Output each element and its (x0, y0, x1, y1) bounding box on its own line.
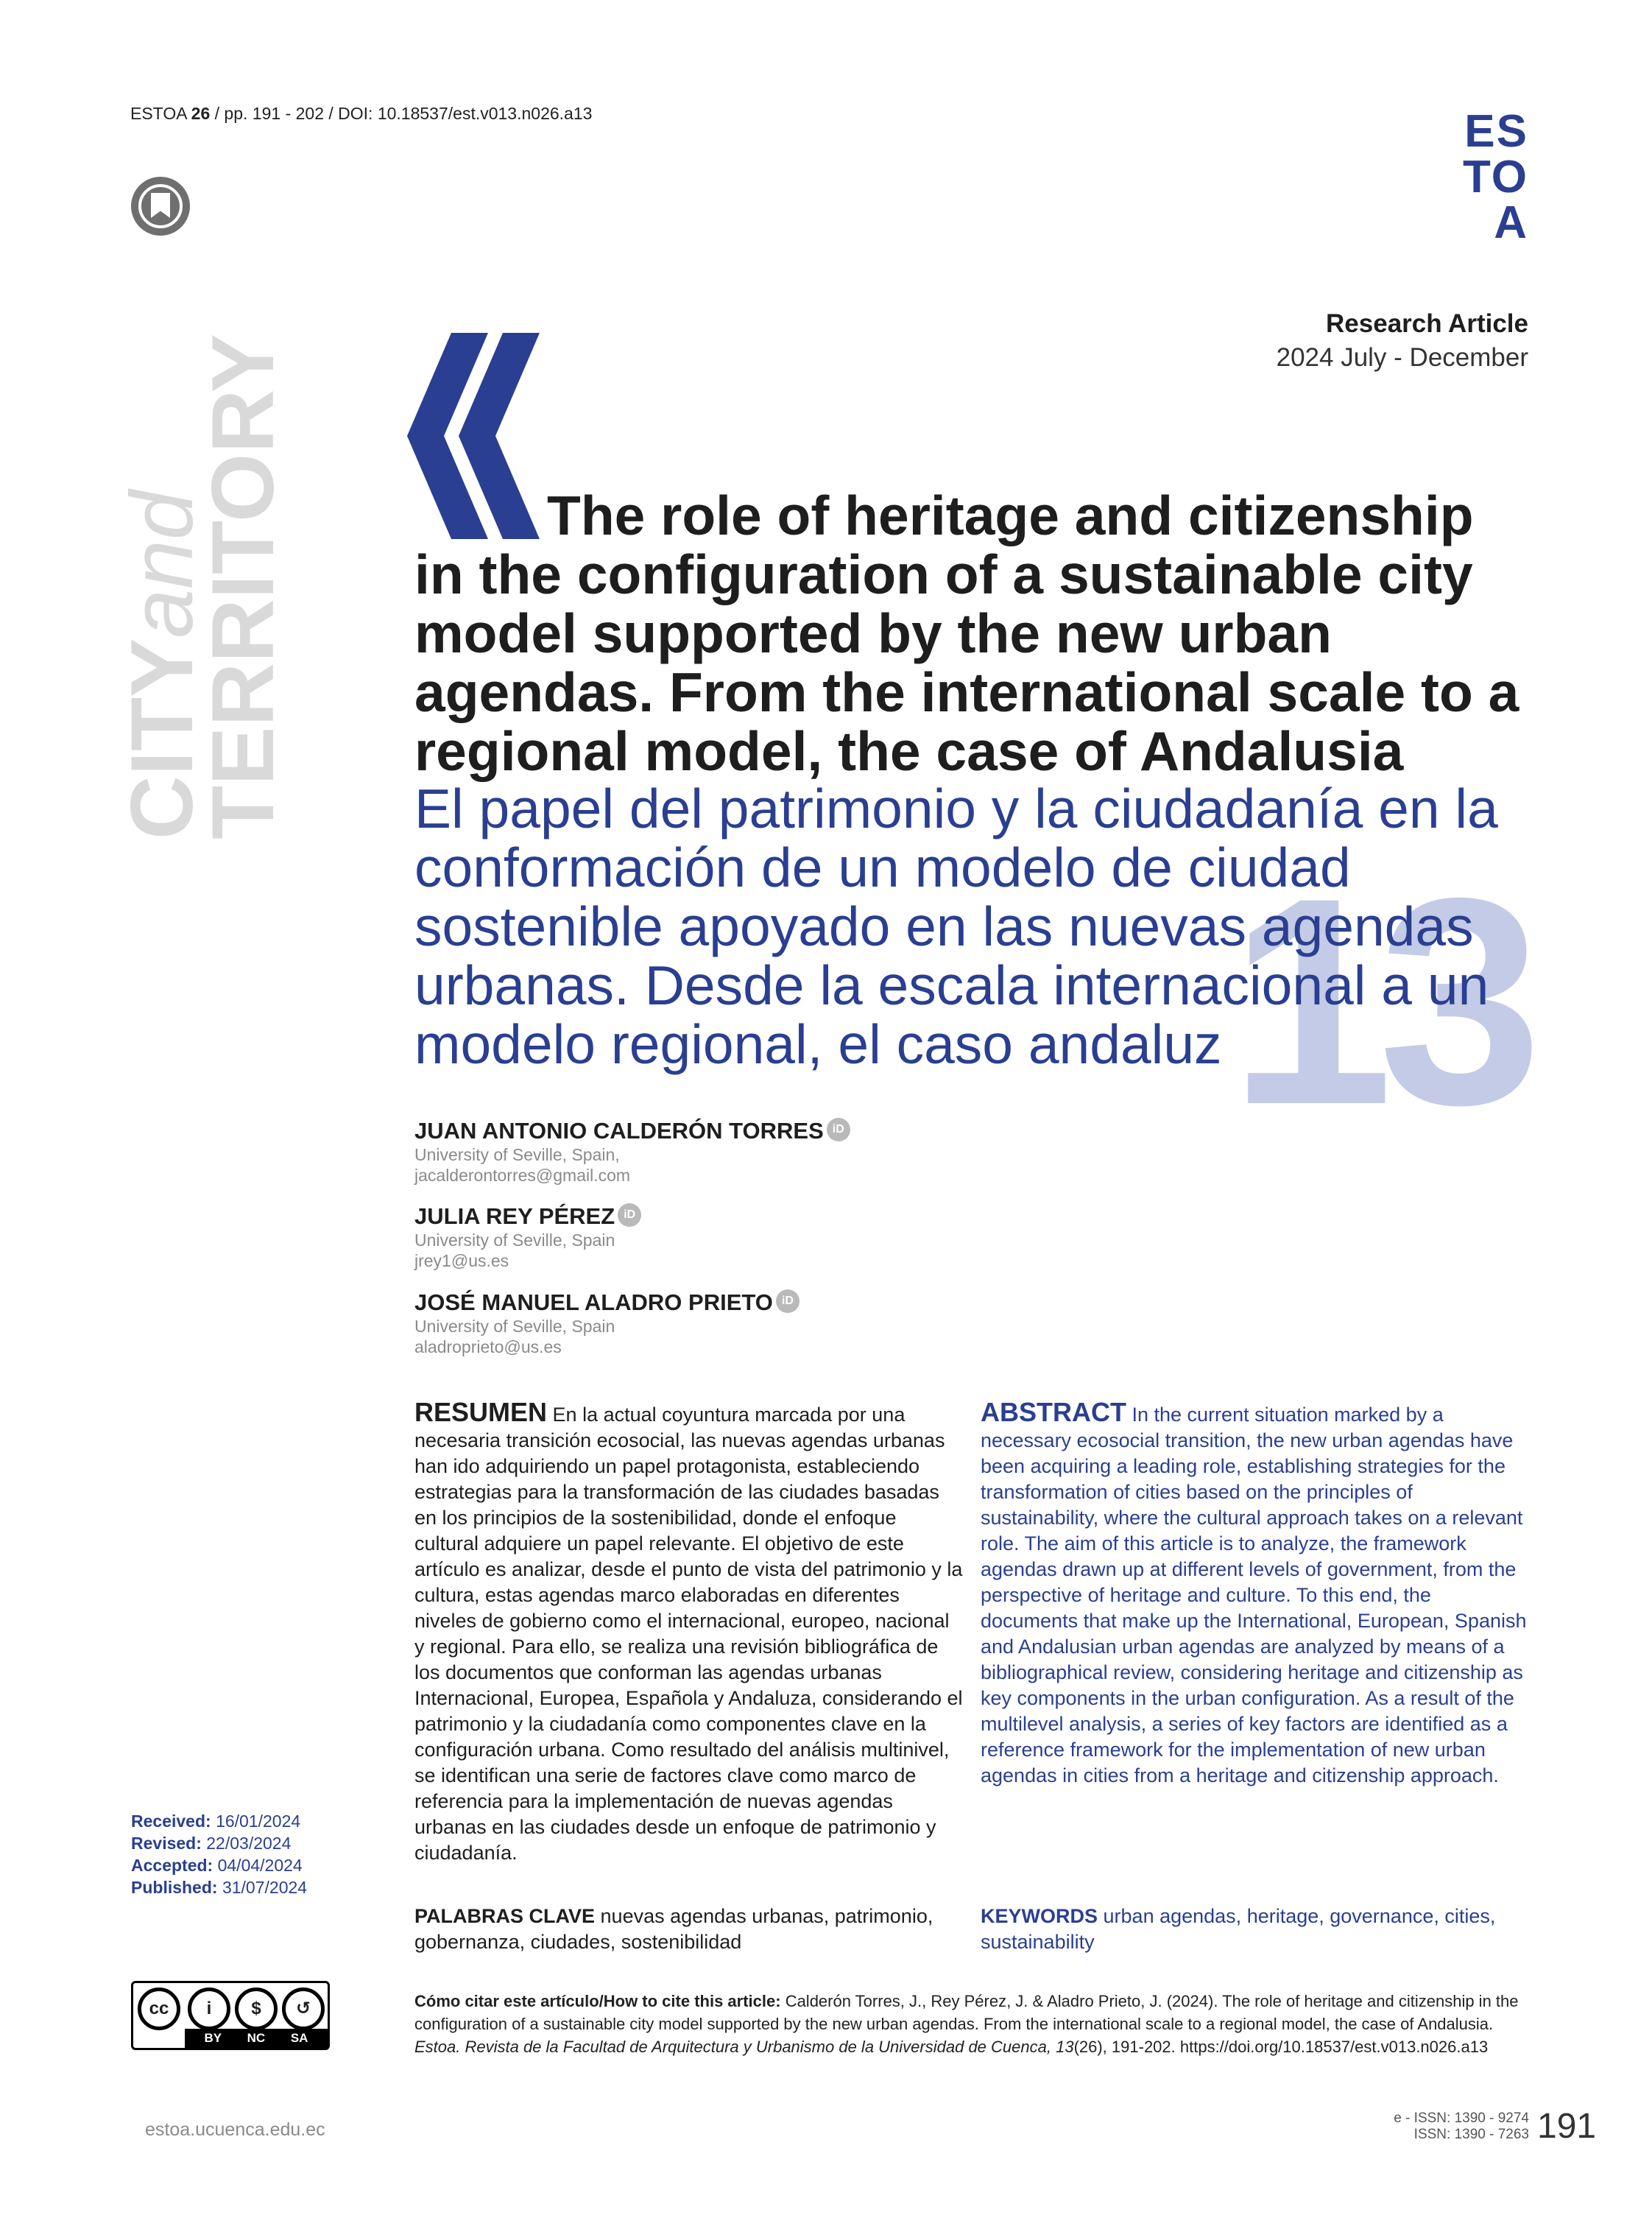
journal-logo (1458, 106, 1528, 248)
journal-pages-doi: / pp. 191 - 202 / DOI: 10.18537/est.v013.n026.a13 (214, 104, 593, 123)
journal-reference (130, 104, 592, 124)
author-3 (414, 1289, 799, 1357)
keywords-label: KEYWORDS (981, 1905, 1098, 1927)
received-label: Received: (131, 1812, 211, 1831)
article-date: 2024 July - December (1276, 343, 1528, 372)
journal-name: ESTOA (130, 104, 187, 123)
citation-block (414, 1990, 1533, 2058)
logo-line-3: A (1494, 197, 1528, 248)
author-email[interactable]: jrey1@us.es (414, 1251, 509, 1270)
eissn-label: e - ISSN: (1394, 2110, 1451, 2126)
cc-icon: cc (138, 1988, 180, 2030)
by-icon: i (188, 1988, 230, 2030)
nc-icon: $ (235, 1988, 278, 2030)
sa-icon: ↺ (282, 1988, 325, 2030)
published-date: 31/07/2024 (222, 1878, 308, 1897)
article-number: 13 (1229, 837, 1528, 1166)
journal-website[interactable]: estoa.ucuenca.edu.ec (145, 2119, 325, 2140)
published-label: Published: (131, 1878, 218, 1897)
author-affiliation: University of Seville, Spain (414, 1231, 615, 1250)
orcid-icon[interactable]: iD (827, 1118, 850, 1141)
author-name: JOSÉ MANUEL ALADRO PRIETO (414, 1289, 773, 1315)
accepted-date: 04/04/2024 (217, 1856, 303, 1875)
citation-journal: Estoa. Revista de la Facultad de Arquitectura y Urbanismo de la Universidad de Cuenca, 13 (414, 2038, 1074, 2056)
eissn-value: 1390 - 9274 (1454, 2110, 1529, 2126)
palabras-clave-text: nuevas agendas urbanas, patrimonio, gobernanza, ciudades, sostenibilidad (414, 1905, 933, 1953)
issn-label: ISSN: (1413, 2127, 1451, 2142)
author-affiliation: University of Seville, Spain (414, 1317, 615, 1336)
side-title-territory: TERRITORY (194, 334, 292, 839)
page-number: 191 (1537, 2107, 1597, 2146)
orcid-icon[interactable]: iD (618, 1203, 641, 1227)
accepted-label: Accepted: (131, 1856, 213, 1875)
side-title-and: and (113, 490, 211, 638)
title-english: The role of heritage and citizenship in the configuration of a sustainable city model supported by the new urban agendas. From the international scale to a regional model, the case of Andalusia (414, 485, 1519, 782)
article-type: Research Article (1326, 309, 1528, 338)
resumen-block (414, 1399, 963, 1866)
orcid-icon[interactable]: iD (776, 1289, 799, 1313)
keywords (981, 1904, 1533, 1955)
title-spanish: El papel del patrimonio y la ciudadanía en la conformación de un modelo de ciudad sostenible apoyado en las nuevas agendas urbanas. Desde la escala internacional a un modelo regional, el caso andaluz (414, 778, 1498, 1075)
abstract-text: In the current situation marked by a necessary ecosocial transition, the new urban agendas have been acquiring a leading role, establishing strategies for the transformation of cities based on the principles of sustainability, where the cultural approach takes on a relevant role. The aim of this article is to analyze, the framework agendas drawn up at different levels of government, from the perspective of heritage and culture. To this end, the documents that make up the International, European, Spanish and Andalusian urban agendas are analyzed by means of a bibliographical review, considering heritage and citizenship as key components in the urban configuration. As a result of the multilevel analysis, a series of key factors are identified as a reference framework for the implementation of new urban agendas in cities from a heritage and citizenship approach. (981, 1404, 1527, 1786)
issn-block (1366, 2110, 1529, 2143)
author-1 (414, 1118, 850, 1186)
logo-line-1: ES (1464, 106, 1528, 157)
citation-authors-title: Calderón Torres, J., Rey Pérez, J. & Aladro Prieto, J. (2024). The role of heritage and citizenship in the configuration of a sustainable city model supported by the new urban agendas. From the international scale to a regional model, the case of Andalusia. (414, 1992, 1519, 2033)
revised-date: 22/03/2024 (206, 1834, 292, 1853)
keywords-text: urban agendas, heritage, governance, cities, sustainability (981, 1905, 1496, 1953)
palabras-clave-label: PALABRAS CLAVE (414, 1905, 596, 1927)
logo-line-2: TO (1463, 152, 1528, 203)
palabras-clave (414, 1904, 963, 1955)
issn-value: 1390 - 7263 (1454, 2127, 1529, 2142)
author-affiliation: University of Seville, Spain, (414, 1145, 620, 1164)
journal-issue: 26 (191, 104, 211, 123)
side-title-city: CITY (113, 638, 211, 839)
abstract-block (981, 1399, 1533, 1789)
section-side-title (113, 334, 292, 839)
author-name: JULIA REY PÉREZ (414, 1203, 615, 1229)
revised-label: Revised: (131, 1834, 202, 1853)
abstract-label: ABSTRACT (981, 1397, 1126, 1427)
author-name: JUAN ANTONIO CALDERÓN TORRES (414, 1118, 824, 1144)
citation-tail[interactable]: (26), 191-202. https://doi.org/10.18537/est.v013.n026.a13 (1073, 2038, 1489, 2056)
author-email[interactable]: jacalderontorres@gmail.com (414, 1166, 631, 1185)
bookmark-icon (131, 177, 190, 236)
received-date: 16/01/2024 (216, 1812, 301, 1831)
publication-dates (131, 1810, 307, 1898)
cc-license-badge[interactable] (131, 1981, 330, 2050)
author-email[interactable]: aladroprieto@us.es (414, 1337, 562, 1356)
resumen-label: RESUMEN (414, 1397, 548, 1427)
resumen-text: En la actual coyuntura marcada por una necesaria transición ecosocial, las nuevas agendas urbanas han ido adquiriendo un papel protagonista, estableciendo estrategias para la transformación de las ciudades basadas en los principios de la sostenibilidad, donde el enfoque cultural adquiere un papel relevante. El objetivo de este artículo es analizar, desde el punto de vista del patrimonio y la cultura, estas agendas marco elaboradas en diferentes niveles de gobierno como el internacional, europeo, nacional y regional. Para ello, se realiza una revisión bibliográfica de los documentos que conforman las agendas urbanas Internacional, Europea, Española y Andaluza, considerando el patrimonio y la ciudadanía como componentes clave en la configuración urbana. Como resultado del análisis multinivel, se identifican una serie de factores clave como marco de referencia para la implementación de nuevas agendas urbanas en las ciudades desde un enfoque de patrimonio y ciudadanía. (414, 1404, 963, 1864)
author-2 (414, 1203, 641, 1271)
license-terms: BY NC SA (185, 2029, 328, 2048)
citation-label: Cómo citar este artículo/How to cite this article: (414, 1992, 781, 2010)
